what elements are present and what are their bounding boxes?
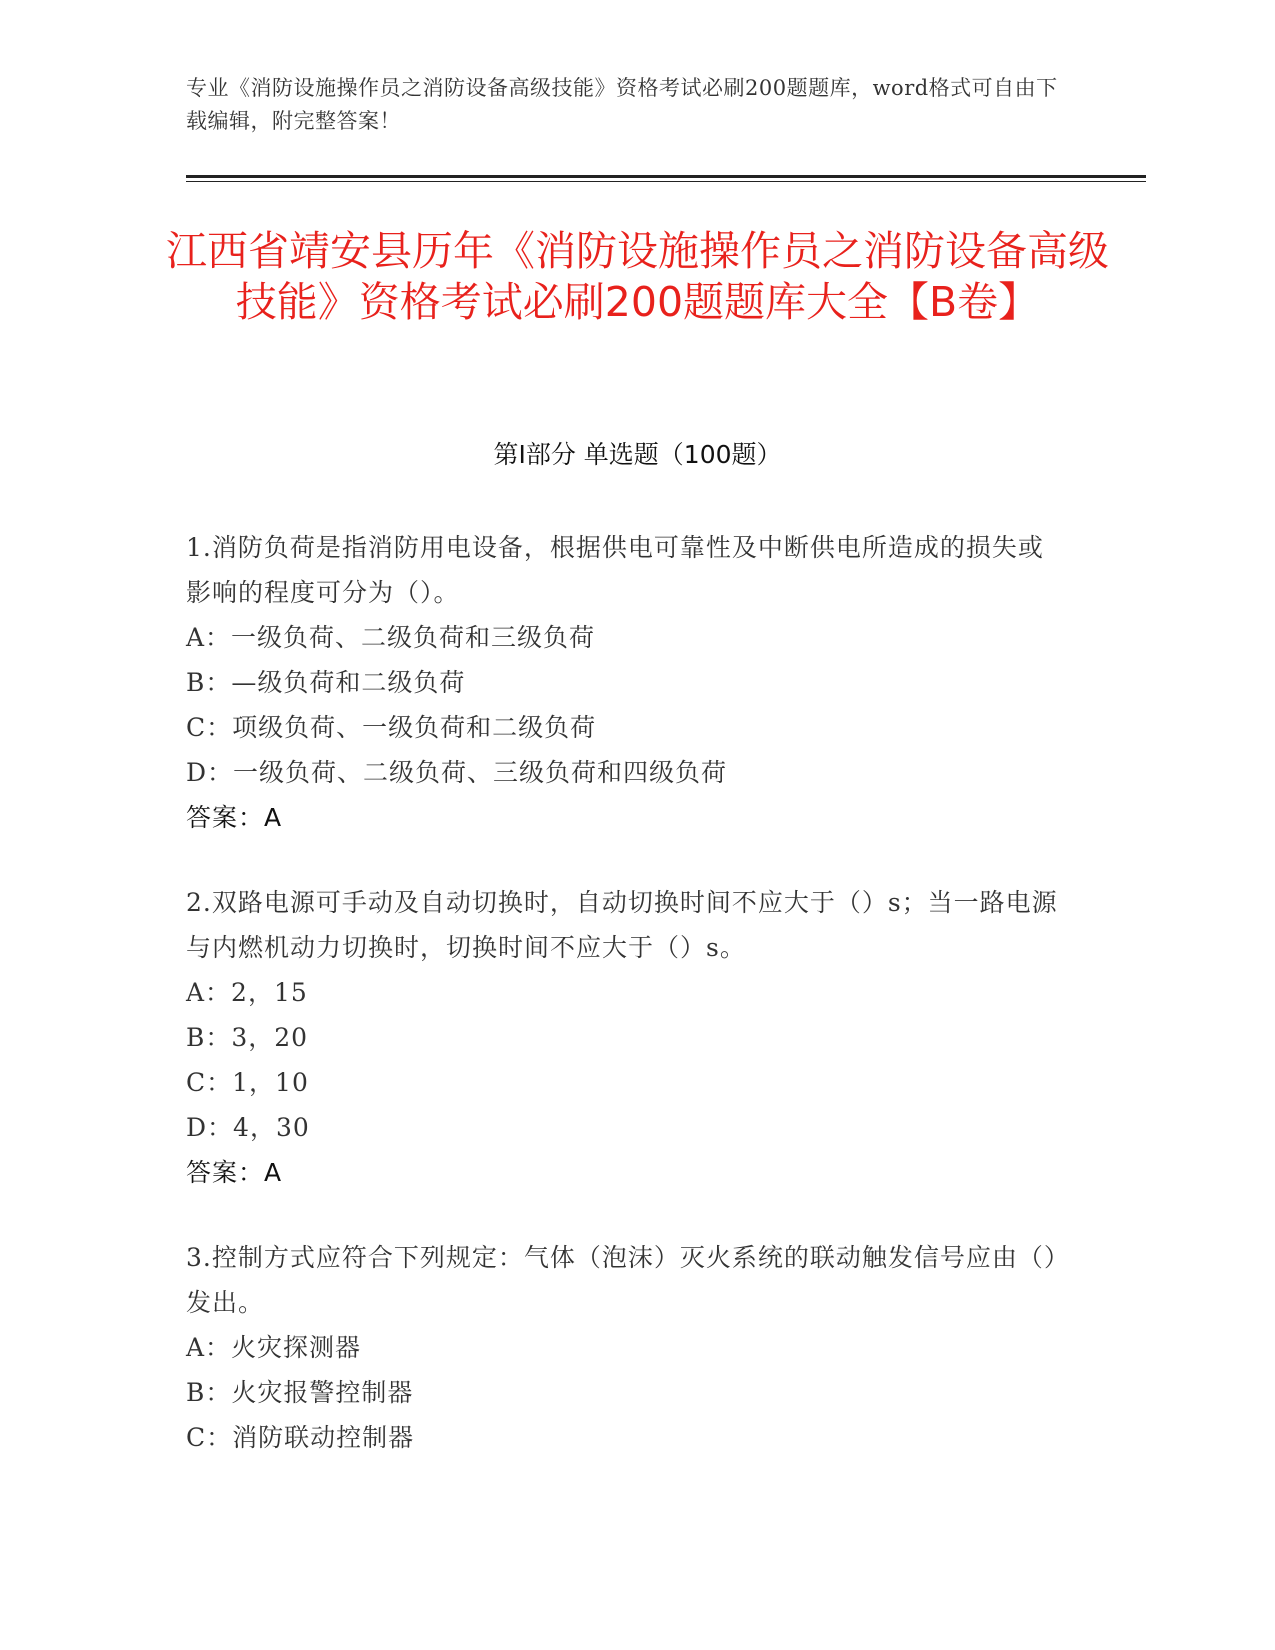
document-title: 江西省靖安县历年《消防设施操作员之消防设备高级技能》资格考试必刷200题题库大全【B卷】 [166, 227, 1109, 326]
question-stem: 1.消防负荷是指消防用电设备，根据供电可靠性及中断供电所造成的损失或影响的程度可分为（）。 [186, 533, 1044, 607]
option-c: C：项级负荷、一级负荷和二级负荷 [186, 713, 597, 742]
question-2 [186, 880, 1066, 1195]
question-stem: 2.双路电源可手动及自动切换时，自动切换时间不应大于（）s；当一路电源与内燃机动力切换时，切换时间不应大于（）s。 [186, 888, 1058, 962]
header-rule-thick [186, 175, 1146, 178]
answer: 答案：A [186, 1158, 283, 1187]
question-3 [186, 1235, 1066, 1460]
option-c: C：1，10 [186, 1068, 309, 1097]
section-title: 第Ⅰ部分 单选题（100题） [493, 440, 782, 469]
option-d: D：4，30 [186, 1113, 310, 1142]
question-1 [186, 525, 1066, 840]
option-a: A：火灾探测器 [186, 1333, 362, 1362]
option-b: B：火灾报警控制器 [186, 1378, 414, 1407]
option-c: C：消防联动控制器 [186, 1423, 415, 1452]
option-a: A：一级负荷、二级负荷和三级负荷 [186, 623, 596, 652]
option-a: A：2，15 [186, 978, 308, 1007]
option-b: B：—级负荷和二级负荷 [186, 668, 466, 697]
answer: 答案：A [186, 803, 283, 832]
option-d: D：一级负荷、二级负荷、三级负荷和四级负荷 [186, 758, 728, 787]
question-stem: 3.控制方式应符合下列规定：气体（泡沫）灭火系统的联动触发信号应由（）发出。 [186, 1243, 1058, 1317]
question-list [186, 525, 1066, 1500]
header-note: 专业《消防设施操作员之消防设备高级技能》资格考试必刷200题题库，word格式可自由下载编辑，附完整答案！ [186, 76, 1058, 133]
header-rule-thin [186, 181, 1146, 182]
option-b: B：3，20 [186, 1023, 309, 1052]
